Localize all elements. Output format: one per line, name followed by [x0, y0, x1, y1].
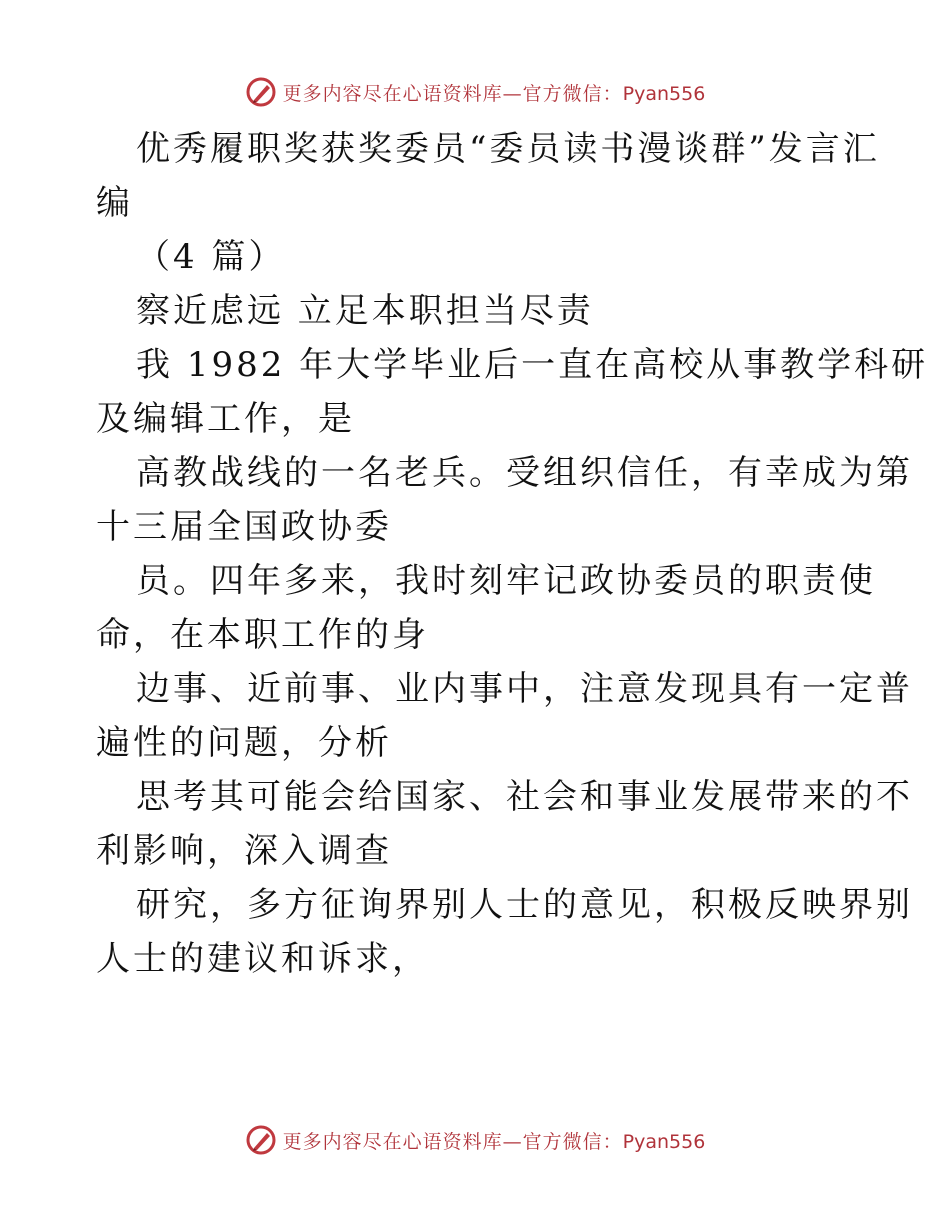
paragraph-line: 十三届全国政协委 — [96, 507, 392, 547]
document-body — [96, 122, 929, 986]
paragraph-line: 及编辑工作，是 — [96, 399, 355, 439]
paragraph-line: 边事、近前事、业内事中，注意发现具有一定普 — [136, 669, 913, 709]
paragraph-line: 我 1982 年大学毕业后一直在高校从事教学科研 — [136, 345, 929, 385]
watermark-text: 更多内容尽在心语资料库—官方微信：Pyan556 — [282, 1130, 706, 1153]
paragraph-line: 员。四年多来，我时刻牢记政协委员的职责使 — [136, 561, 876, 601]
paragraph-line: 人士的建议和诉求， — [96, 939, 429, 979]
doc-subtitle: （4 篇） — [136, 237, 286, 277]
watermark-header — [0, 72, 950, 112]
doc-title-line: 编 — [96, 183, 133, 223]
pen-logo-icon — [245, 1124, 277, 1156]
paragraph-line: 高教战线的一名老兵。受组织信任，有幸成为第 — [136, 453, 913, 493]
watermark-footer — [0, 1120, 950, 1160]
watermark-wechat-id: Pyan556 — [622, 82, 706, 105]
section-heading: 察近虑远 立足本职担当尽责 — [136, 291, 594, 331]
paragraph-line: 研究，多方征询界别人士的意见，积极反映界别 — [136, 885, 913, 925]
pen-logo-icon — [245, 76, 277, 108]
paragraph-line: 遍性的问题，分析 — [96, 723, 392, 763]
paragraph-line: 思考其可能会给国家、社会和事业发展带来的不 — [136, 777, 913, 817]
paragraph-line: 利影响，深入调查 — [96, 831, 392, 871]
watermark-wechat-id: Pyan556 — [622, 1130, 706, 1153]
paragraph-line: 命，在本职工作的身 — [96, 615, 429, 655]
doc-title-line: 优秀履职奖获奖委员“委员读书漫谈群”发言汇 — [136, 129, 880, 169]
watermark-text: 更多内容尽在心语资料库—官方微信：Pyan556 — [282, 82, 706, 105]
